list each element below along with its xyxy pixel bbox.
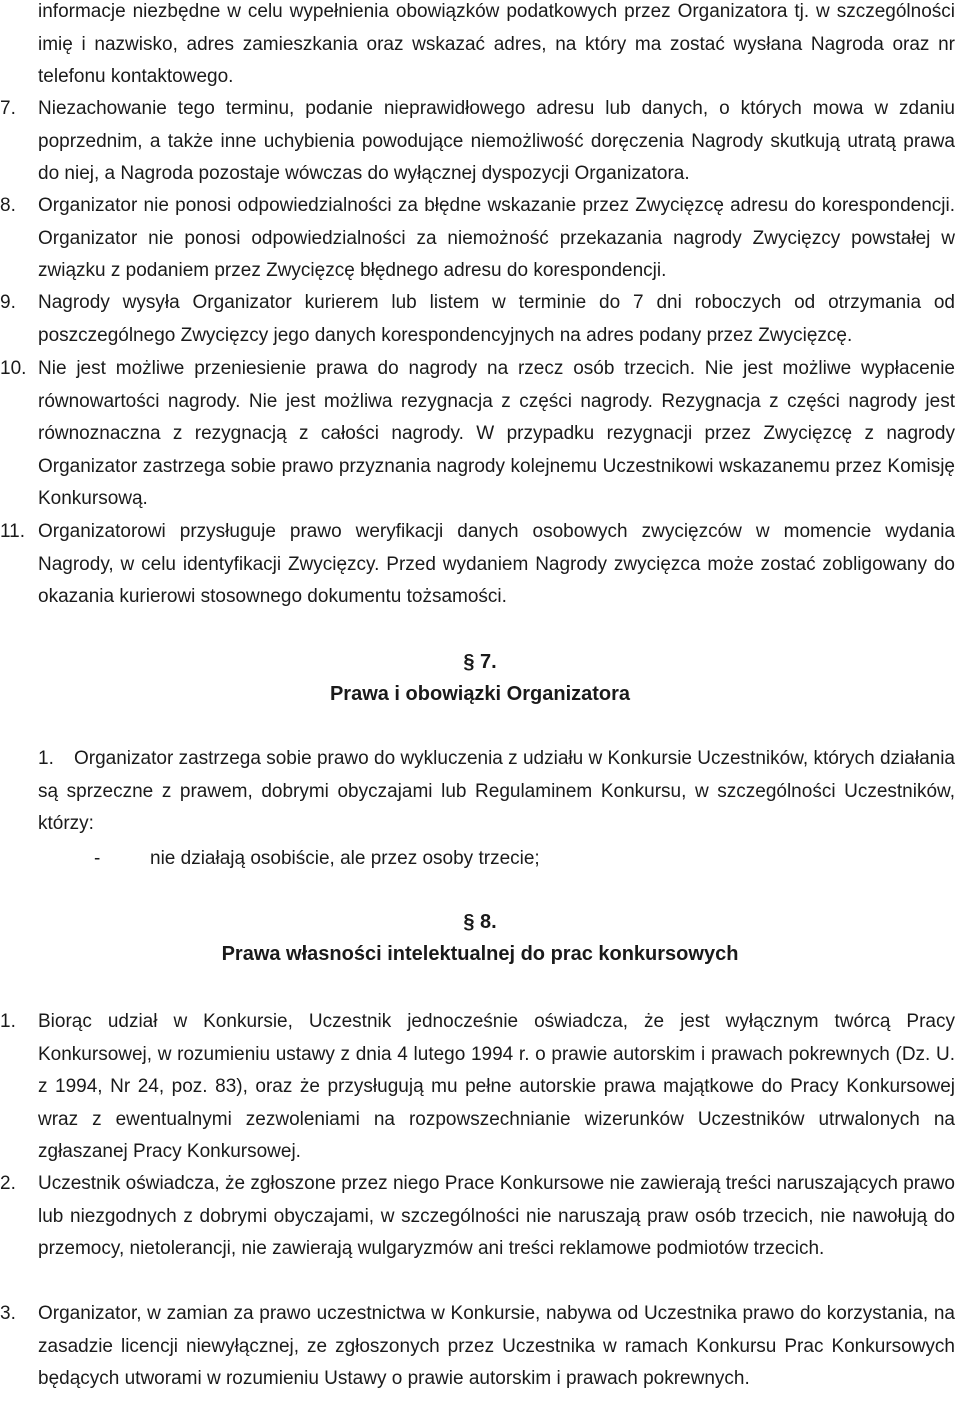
item-number: 3. — [0, 1303, 16, 1324]
item-number: 2. — [0, 1173, 16, 1194]
item-number: 11. — [0, 521, 26, 542]
item-text: Organizator nie ponosi odpowiedzialności za błędne wskazanie przez Zwycięzcę adresu do korespondencji. Organizator nie ponosi odpowiedzialności za niemożność przekazania nagrody Zwycięzcy powstałej w związku z podaniem przez Zwycięzcę błędnego adresu do korespondencji. — [38, 195, 955, 281]
item-text: Uczestnik oświadcza, że zgłoszone przez niego Prace Konkursowe nie zawierają treści naruszających prawo lub niezgodnych z dobrymi obyczajami, w szczególności nie naruszają praw osób trzecich, nie nawołują do przemocy, nietolerancji, nie zawierają wulgaryzmów ani treści reklamowe podmiotów trzecich. — [38, 1173, 955, 1259]
section7-dash-item — [0, 843, 960, 876]
item-number: 1. — [0, 1011, 16, 1032]
item-text: Nagrody wysyła Organizator kurierem lub listem w terminie do 7 dni roboczych od otrzymania od poszczególnego Zwycięzcy jego danych korespondencyjnych na adres podany przez Zwycięzcę. — [38, 292, 955, 346]
item-number: 8. — [0, 195, 16, 216]
item-number: 7. — [0, 98, 16, 119]
item-number: 10. — [0, 358, 27, 379]
item-text: Niezachowanie tego terminu, podanie nieprawidłowego adresu lub danych, o których mowa w zdaniu poprzednim, a także inne uchybienia powodujące niemożliwość doręczenia Nagrody skutkują utratą prawa do niej, a Nagroda pozostaje wówczas do wyłącznej dyspozycji Organizatora. — [38, 98, 955, 184]
item-text: Organizator zastrzega sobie prawo do wykluczenia z udziału w Konkursie Uczestników, których działania są sprzeczne z prawem, dobrymi obyczajami lub Regulaminem Konkursu, w szczególności Uczestników, którzy: — [38, 748, 955, 834]
item-text: Organizatorowi przysługuje prawo weryfikacji danych osobowych zwycięzców w momencie wydania Nagrody, w celu identyfikacji Zwycięzcy. Przed wydaniem Nagrody zwycięzca może zostać zobligowany do okazania kurierowi stosownego dokumentu tożsamości. — [38, 521, 955, 607]
section7-number: § 7. — [463, 651, 497, 673]
top-continuation-text: informacje niezbędne w celu wypełnienia obowiązków podatkowych przez Organizatora tj. w szczególności imię i nazwisko, adres zamieszkania oraz wskazać adres, na który ma zostać wysłana Nagroda oraz nr telefonu kontaktowego. — [38, 1, 955, 87]
dash-text: nie działają osobiście, ale przez osoby trzecie; — [150, 848, 540, 869]
item-number: 9. — [0, 292, 16, 313]
item-text: Biorąc udział w Konkursie, Uczestnik jednocześnie oświadcza, że jest wyłącznym twórcą Pracy Konkursowej, w rozumieniu ustawy z dnia 4 lutego 1994 r. o prawie autorskim i prawach pokrewnych (Dz. U. z 1994, Nr 24, poz. 83), oraz że przysługują mu pełne autorskie prawa majątkowe do Pracy Konkursowej wraz z ewentualnymi zezwoleniami na rozpowszechnianie wizerunków Uczestników utrwalonych na zgłaszanej Pracy Konkursowej. — [38, 1011, 955, 1162]
dash-mark: - — [94, 848, 101, 869]
section8-title: Prawa własności intelektualnej do prac konkursowych — [221, 943, 739, 965]
section7-title: Prawa i obowiązki Organizatora — [329, 683, 631, 705]
item-text: Organizator, w zamian za prawo uczestnictwa w Konkursie, nabywa od Uczestnika prawo do korzystania, na zasadzie licencji niewyłącznej, ze zgłoszonych przez Uczestnika w ramach Konkursu Prac Konkursowych będących utworami w rozumieniu Ustawy o prawie autorskim i prawach pokrewnych. — [38, 1303, 955, 1389]
item-text: Nie jest możliwe przeniesienie prawa do nagrody na rzecz osób trzecich. Nie jest możliwe wypłacenie równowartości nagrody. Nie jest możliwa rezygnacja z części nagrody. Rezygnacja z części nagrody jest równoznaczna z rezygnacją z całości nagrody. W przypadku rezygnacji przez Zwycięzcę z nagrody Organizator zastrzega sobie prawo przyznania nagrody kolejnemu Uczestnikowi wskazanemu przez Komisję Konkursową. — [38, 358, 955, 509]
section8-number: § 8. — [463, 911, 497, 933]
item-paragraph — [38, 743, 955, 841]
item-number: 1. — [38, 748, 54, 769]
